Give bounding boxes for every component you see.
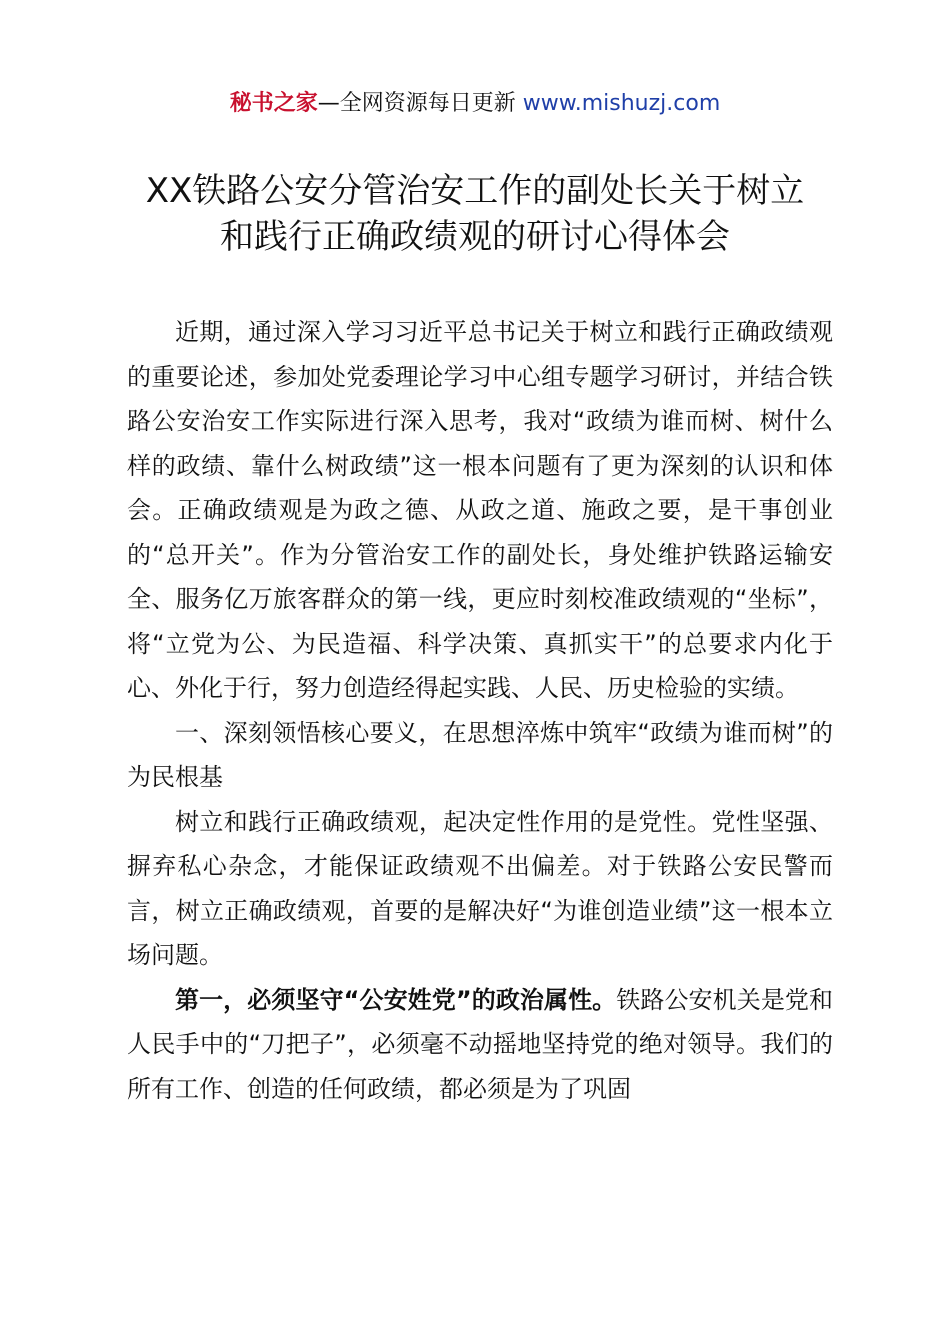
site-brand[interactable]: 秘书之家 — [229, 91, 318, 116]
title-line-2: 和践行正确政绩观的研讨心得体会 — [220, 217, 730, 257]
site-url-link[interactable]: www.mishuzj.com — [522, 91, 721, 116]
document-body — [127, 310, 833, 1111]
paragraph-first-point — [127, 978, 833, 1112]
site-header — [0, 88, 950, 120]
first-point-lead: 第一，必须坚守“公安姓党”的政治属性。 — [175, 985, 617, 1014]
site-tagline: —全网资源每日更新 — [317, 91, 523, 116]
section-heading-1: 一、深刻领悟核心要义，在思想淬炼中筑牢“政绩为谁而树”的为民根基 — [127, 718, 833, 791]
document-title — [110, 168, 840, 260]
title-line-1: XX铁路公安分管治安工作的副处长关于树立 — [145, 171, 805, 211]
paragraph-intro: 近期，通过深入学习习近平总书记关于树立和践行正确政绩观的重要论述，参加处党委理论学习中心组专题学习研讨，并结合铁路公安治安工作实际进行深入思考，我对“政绩为谁而树、树什么样的政绩、靠什么树政绩”这一根本问题有了更为深刻的认识和体会。正确政绩观是为政之德、从政之道、施政之要，是干事创业的“总开关”。作为分管治安工作的副处长，身处维护铁路运输安全、服务亿万旅客群众的第一线，更应时刻校准政绩观的“坐标”，将“立党为公、为民造福、科学决策、真抓实干”的总要求内化于心、外化于行，努力创造经得起实践、人民、历史检验的实绩。 — [127, 318, 833, 702]
paragraph-party-spirit: 树立和践行正确政绩观，起决定性作用的是党性。党性坚强、摒弃私心杂念，才能保证政绩观不出偏差。对于铁路公安民警而言，树立正确政绩观，首要的是解决好“为谁创造业绩”这一根本立场问题。 — [127, 807, 833, 969]
first-point-text: 铁路公安机关是党和人民手中的“刀把子”，必须毫不动摇地坚持党的绝对领导。我们的所有工作、创造的任何政绩，都必须是为了巩固 — [127, 985, 834, 1103]
